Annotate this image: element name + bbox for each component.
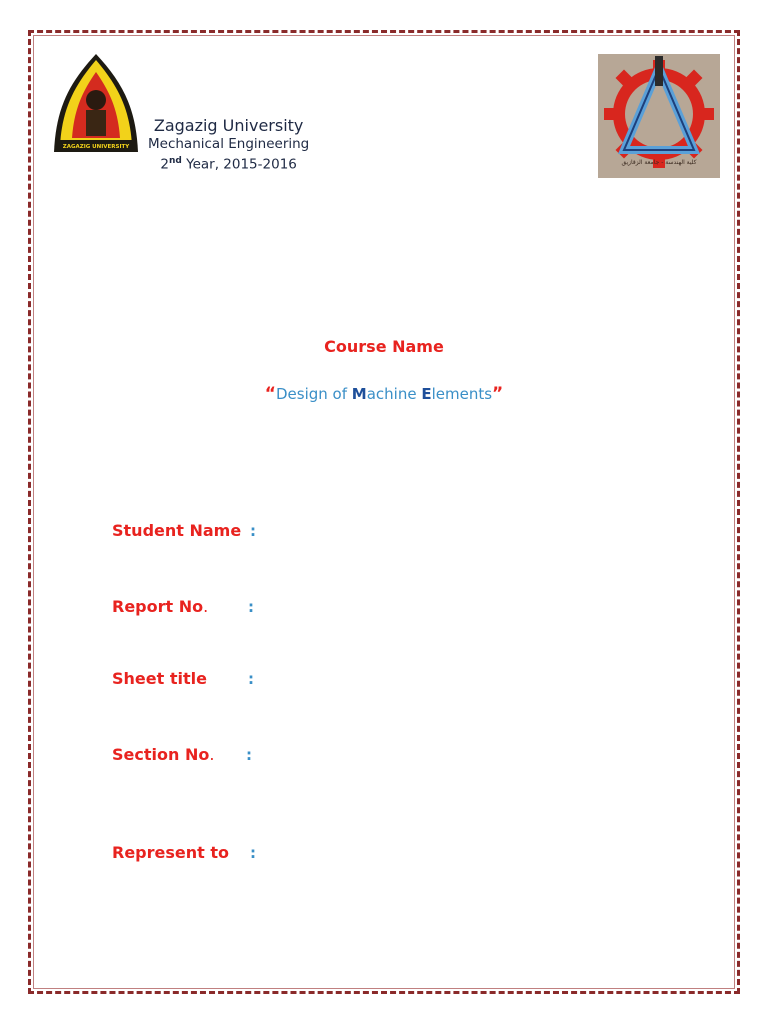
- zagazig-university-logo: [50, 52, 142, 162]
- logo-right-caption: كلية الهندسة - جامعة الزقازيق: [621, 159, 697, 166]
- course-title: [0, 384, 768, 404]
- title-part-2: achine: [366, 385, 422, 403]
- academic-year: [148, 153, 309, 174]
- field-colon: :: [250, 522, 256, 540]
- department-name: Mechanical Engineering: [148, 136, 310, 152]
- field-label: Report No: [112, 597, 204, 616]
- university-header: [148, 116, 309, 174]
- field-label: Student Name: [112, 521, 242, 540]
- title-part-3: E: [421, 385, 432, 403]
- field-section-no: [112, 745, 252, 764]
- field-represent-to: [112, 843, 256, 862]
- close-quote: ”: [492, 384, 504, 404]
- field-colon: :: [248, 670, 254, 688]
- open-quote: “: [264, 384, 276, 404]
- field-suffix: .: [209, 745, 215, 764]
- university-name: Zagazig University: [153, 116, 304, 135]
- year-number: 2: [160, 156, 169, 173]
- field-label: Represent to: [112, 843, 229, 862]
- faculty-engineering-logo: [598, 54, 720, 178]
- logo-left-caption: ZAGAZIG UNIVERSITY: [62, 144, 130, 150]
- field-colon: :: [246, 746, 252, 764]
- title-part-0: Design of: [275, 385, 352, 403]
- field-report-no: [112, 597, 254, 616]
- course-name-label: Course Name: [324, 337, 444, 356]
- field-student-name: [112, 521, 256, 540]
- year-suffix: nd: [168, 156, 182, 166]
- field-label: Section No: [112, 745, 210, 764]
- field-suffix: .: [203, 597, 209, 616]
- title-part-1: M: [351, 385, 367, 403]
- field-colon: :: [250, 844, 256, 862]
- field-colon: :: [248, 598, 254, 616]
- field-label: Sheet title: [112, 669, 207, 688]
- field-sheet-title: [112, 669, 254, 688]
- year-rest: Year, 2015-2016: [181, 156, 297, 173]
- title-part-4: lements: [431, 385, 493, 403]
